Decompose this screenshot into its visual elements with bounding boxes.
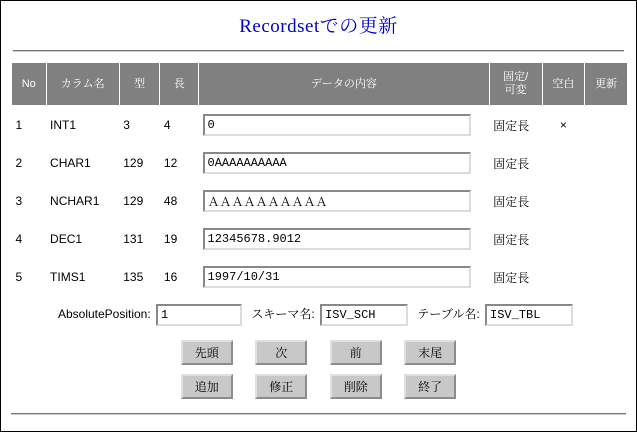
cell-null xyxy=(542,220,585,258)
bottom-divider xyxy=(11,413,626,415)
cell-column-name: DEC1 xyxy=(50,232,83,246)
cell-update xyxy=(585,258,628,296)
cell-data xyxy=(199,106,490,145)
page-title-area xyxy=(1,1,636,44)
cell-no: 2 xyxy=(15,156,23,170)
table-row xyxy=(12,144,628,182)
data-input-dec1[interactable] xyxy=(203,228,471,250)
cell-length: 12 xyxy=(163,156,178,170)
cell-column-name: CHAR1 xyxy=(50,156,91,170)
cell-data xyxy=(199,182,490,220)
cell-column-name: INT1 xyxy=(50,118,77,132)
table-row xyxy=(12,106,628,145)
header-data: データの内容 xyxy=(199,63,490,106)
table-row xyxy=(12,182,628,220)
cell-length: 16 xyxy=(163,270,178,284)
header-null: 空白 xyxy=(542,63,585,106)
exit-button[interactable]: 終了 xyxy=(404,374,456,399)
cell-type: 3 xyxy=(123,118,130,132)
header-fixed-line2: 可変 xyxy=(504,84,527,96)
position-bar xyxy=(1,304,636,326)
table-header-row xyxy=(12,63,628,106)
cell-no: 4 xyxy=(15,232,23,246)
recordset-table xyxy=(11,62,628,296)
cell-no: 5 xyxy=(15,270,23,284)
schema-name-input[interactable] xyxy=(320,304,408,326)
cell-update xyxy=(585,182,628,220)
cell-fixed: 固定長 xyxy=(493,118,530,133)
cell-no: 3 xyxy=(15,194,23,208)
header-update: 更新 xyxy=(585,63,628,106)
cell-null xyxy=(542,182,585,220)
cell-null: × xyxy=(559,118,567,132)
absolute-position-label: AbsolutePosition: xyxy=(57,307,151,321)
cell-data xyxy=(199,258,490,296)
header-length: 長 xyxy=(160,63,199,106)
table-row xyxy=(12,220,628,258)
header-fixed-line1: 固定/ xyxy=(503,71,529,84)
add-record-button[interactable]: 追加 xyxy=(181,374,233,399)
edit-record-button[interactable]: 修正 xyxy=(255,374,307,399)
recordset-table-wrapper xyxy=(11,62,626,296)
data-input-nchar1[interactable] xyxy=(203,190,471,212)
action-button-row xyxy=(1,374,636,399)
cell-fixed: 固定長 xyxy=(493,194,530,209)
cell-data xyxy=(199,144,490,182)
cell-type: 135 xyxy=(123,270,144,284)
cell-column-name: TIMS1 xyxy=(50,270,86,284)
title-divider xyxy=(13,50,624,52)
data-input-int1[interactable] xyxy=(203,114,471,136)
navigation-button-row xyxy=(1,340,636,365)
absolute-position-input[interactable] xyxy=(156,304,242,326)
table-body xyxy=(12,106,628,297)
page-title: Recordsetでの更新 xyxy=(239,16,398,37)
cell-length: 19 xyxy=(163,232,178,246)
header-fixed xyxy=(489,63,542,106)
header-no: No xyxy=(12,63,47,106)
previous-record-button[interactable]: 前 xyxy=(330,340,382,365)
cell-null xyxy=(542,144,585,182)
cell-type: 129 xyxy=(123,156,144,170)
cell-update xyxy=(585,220,628,258)
cell-length: 4 xyxy=(163,118,171,132)
header-type: 型 xyxy=(119,63,160,106)
table-row xyxy=(12,258,628,296)
cell-update xyxy=(585,106,628,145)
cell-no: 1 xyxy=(15,118,23,132)
cell-type: 129 xyxy=(123,194,144,208)
cell-fixed: 固定長 xyxy=(493,156,530,171)
data-input-char1[interactable] xyxy=(203,152,471,174)
table-label: テーブル名: xyxy=(417,307,480,321)
cell-column-name: NCHAR1 xyxy=(50,194,100,208)
table-name-input[interactable] xyxy=(485,304,573,326)
cell-fixed: 固定長 xyxy=(493,270,530,285)
cell-update xyxy=(585,144,628,182)
first-record-button[interactable]: 先頭 xyxy=(181,340,233,365)
header-column-name: カラム名 xyxy=(46,63,119,106)
cell-null xyxy=(542,258,585,296)
delete-record-button[interactable]: 削除 xyxy=(330,374,382,399)
next-record-button[interactable]: 次 xyxy=(255,340,307,365)
cell-fixed: 固定長 xyxy=(493,232,530,247)
cell-type: 131 xyxy=(123,232,144,246)
data-input-tims1[interactable] xyxy=(203,266,471,288)
cell-length: 48 xyxy=(163,194,178,208)
schema-label: スキーマ名: xyxy=(251,307,315,321)
last-record-button[interactable]: 末尾 xyxy=(404,340,456,365)
cell-data xyxy=(199,220,490,258)
